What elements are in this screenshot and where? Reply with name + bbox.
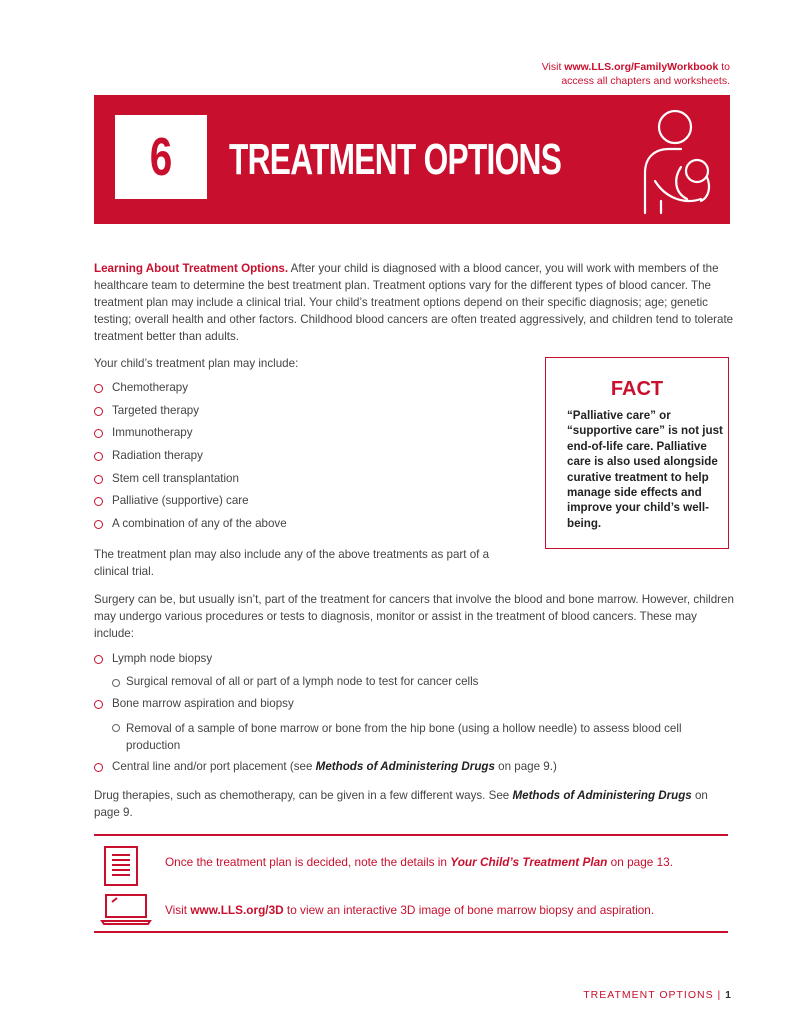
drug-paragraph: Drug therapies, such as chemotherapy, can be given in a few different ways. See Methods of Administering Drugs on page 9. [94, 789, 708, 819]
reference-link[interactable]: Methods of Administering Drugs [315, 760, 495, 774]
tip-treatment-plan: Once the treatment plan is decided, note the details in Your Child’s Treatment Plan on page 13. [165, 855, 673, 869]
page-footer: TREATMENT OPTIONS | 1 [583, 989, 732, 1001]
list-item: A combination of any of the above [94, 517, 287, 540]
bullet-icon [94, 497, 103, 506]
bullet-icon [94, 655, 103, 664]
list-item: Chemotherapy [94, 381, 287, 404]
sub-list-item: Surgical removal of all or part of a lymph node to test for cancer cells [94, 675, 734, 698]
reference-link[interactable]: Methods of Administering Drugs [512, 789, 692, 802]
list-item: Lymph node biopsy [94, 652, 734, 675]
plan-note: The treatment plan may also include any of the above treatments as part of a clinical trial. [94, 548, 490, 578]
chapter-number-box [115, 115, 207, 199]
surgery-paragraph: Surgery can be, but usually isn’t, part of the treatment for cancers that involve the blood and bone marrow. However, children may undergo various procedures or tests to diagnosis, monitor or assist in the treatment of blood cancers. These may include: [94, 593, 734, 640]
treatment-list [94, 381, 287, 540]
parent-holding-child-icon [625, 105, 721, 215]
bullet-icon [94, 429, 103, 438]
intro-lead: Learning About Treatment Options. [94, 262, 289, 275]
bullet-icon [94, 407, 103, 416]
list-item: Targeted therapy [94, 404, 287, 427]
chapter-banner [94, 95, 730, 224]
fact-heading: FACT [610, 378, 664, 400]
list-item: Immunotherapy [94, 426, 287, 449]
bullet-icon [94, 520, 103, 529]
procedure-list [94, 652, 734, 783]
intro-paragraph: Learning About Treatment Options. After your child is diagnosed with a blood cancer, you will work with members of the healthcare team to determine the best treatment plan. Treatment options vary for the different types of blood cancer. The treatment plan may include a clinical trial. Your child’s treatment options depend on their specific diagnosis; age; genetic testing; overall health and other factors. Childhood blood cancers are often treated aggressively, and children tend to tolerate treatment better than adults. [94, 262, 734, 343]
sub-bullet-icon [112, 679, 120, 687]
list-item: Radiation therapy [94, 449, 287, 472]
fact-box [545, 357, 729, 549]
tip-3d-image: Visit www.LLS.org/3D to view an interactive 3D image of bone marrow biopsy and aspiration. [165, 903, 655, 917]
bullet-icon [94, 763, 103, 772]
sub-list-item: Removal of a sample of bone marrow or bone from the hip bone (using a hollow needle) to assess blood cell production [94, 720, 734, 760]
document-icon [103, 845, 139, 887]
plan-intro: Your child’s treatment plan may include: [94, 357, 299, 370]
workbook-link[interactable]: www.LLS.org/FamilyWorkbook [564, 61, 719, 73]
divider-bottom [94, 931, 728, 933]
fact-text: “Palliative care” or “supportive care” is not just end-of-life care. Palliative care is also used alongside curative treatment to help manage side effects and improve your child’s well-being. [567, 409, 723, 530]
list-item: Palliative (supportive) care [94, 494, 287, 517]
list-item: Stem cell transplantation [94, 472, 287, 495]
bullet-icon [94, 475, 103, 484]
3d-link[interactable]: www.LLS.org/3D [190, 903, 284, 917]
list-item: Central line and/or port placement (see Methods of Administering Drugs on page 9.) [94, 760, 734, 783]
laptop-icon [100, 893, 152, 925]
chapter-number: 6 [149, 127, 173, 187]
bullet-icon [94, 700, 103, 709]
reference-link[interactable]: Your Child’s Treatment Plan [450, 855, 608, 869]
page-number: 1 [725, 989, 732, 1001]
divider-top [94, 834, 728, 836]
bullet-icon [94, 384, 103, 393]
sub-bullet-icon [112, 724, 120, 732]
chapter-title: TREATMENT OPTIONS [229, 135, 562, 184]
list-item: Bone marrow aspiration and biopsy [94, 697, 734, 720]
workbook-link-note: Visit www.LLS.org/FamilyWorkbook to access all chapters and worksheets. [541, 61, 730, 87]
bullet-icon [94, 452, 103, 461]
